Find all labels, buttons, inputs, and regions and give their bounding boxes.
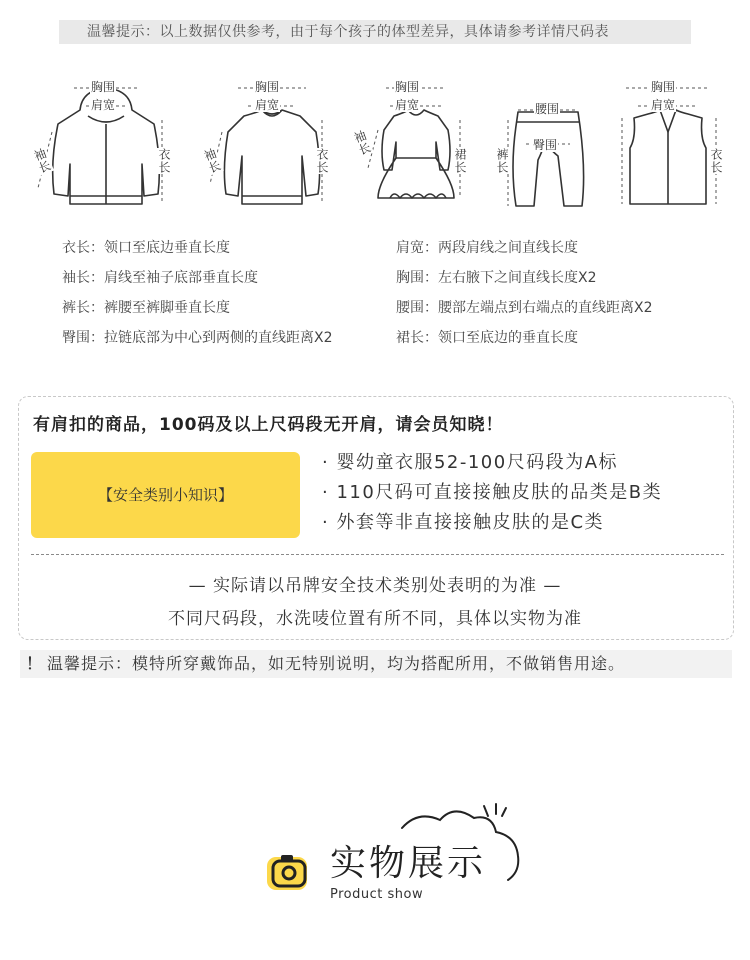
- sweater-length-label: 衣长: [315, 148, 329, 174]
- definitions-left: [62, 233, 333, 353]
- vest-shoulder-label: 肩宽: [651, 98, 676, 112]
- dress-shoulder-label: 肩宽: [395, 98, 420, 112]
- safety-note-2: 不同尺码段，水洗唛位置有所不同，具体以实物为准: [168, 609, 582, 629]
- vest-length-label: 衣长: [709, 148, 723, 174]
- dashed-divider: [31, 554, 724, 555]
- top-tip-banner: 温馨提示：以上数据仅供参考，由于每个孩子的体型差异，具体请参考详情尺码表: [59, 20, 691, 44]
- jacket-diagram: [30, 72, 180, 220]
- jacket-sleeve-label: 袖长: [30, 146, 54, 176]
- vest-diagram: [610, 72, 730, 220]
- sweater-sleeve-label: 袖长: [200, 146, 224, 176]
- safety-bullet-list: [322, 448, 662, 538]
- safety-bullet: · 110尺码可直接接触皮肤的品类是B类: [322, 482, 663, 503]
- vest-chest-label: 胸围: [651, 80, 676, 94]
- safety-bullet: · 外套等非直接接触皮肤的是C类: [322, 512, 605, 533]
- definition-item: 衣长：领口至底边垂直长度: [62, 240, 230, 256]
- warning-mark: ！: [26, 654, 44, 673]
- jacket-outline-icon: [30, 72, 180, 220]
- definition-item: 腰围：腰部左端点到右端点的直线距离X2: [396, 300, 653, 316]
- pants-length-label: 裤长: [495, 148, 509, 174]
- dress-diagram: [350, 72, 480, 220]
- accessory-tip-text: 温馨提示：模特所穿戴饰品，如无特别说明，均为搭配所用，不做销售用途。: [47, 654, 626, 673]
- definition-item: 胸围：左右腋下之间直线长度X2: [396, 270, 597, 286]
- sweater-outline-icon: [196, 72, 346, 220]
- shoulder-button-notice: 有肩扣的商品，100码及以上尺码段无开肩，请会员知晓！: [33, 415, 504, 435]
- product-show-subtitle: Product show: [330, 887, 424, 902]
- pants-diagram: [490, 72, 600, 220]
- safety-note-1: — 实际请以吊牌安全技术类别处表明的为准 —: [188, 576, 562, 596]
- definition-item: 裙长：领口至底边的垂直长度: [396, 330, 578, 346]
- vest-outline-icon: [610, 72, 730, 220]
- safety-category-badge: 【安全类别小知识】: [31, 452, 300, 538]
- sweater-shoulder-label: 肩宽: [255, 98, 280, 112]
- sweater-chest-label: 胸围: [255, 80, 280, 94]
- jacket-length-label: 衣长: [157, 148, 171, 174]
- definition-item: 臀围：拉链底部为中心到两侧的直线距离X2: [62, 330, 333, 346]
- definition-item: 袖长：肩线至袖子底部垂直长度: [62, 270, 258, 286]
- dress-chest-label: 胸围: [395, 80, 420, 94]
- definitions-right: [396, 233, 653, 353]
- definition-item: 肩宽：两段肩线之间直线长度: [396, 240, 578, 256]
- pants-waist-label: 腰围: [535, 102, 560, 116]
- safety-bullet: · 婴幼童衣服52-100尺码段为A标: [322, 452, 619, 473]
- pants-hip-label: 臀围: [533, 138, 558, 152]
- jacket-chest-label: 胸围: [91, 80, 116, 94]
- product-show-title: 实物展示: [330, 843, 487, 884]
- dress-sleeve-label: 袖长: [350, 128, 374, 158]
- jacket-shoulder-label: 肩宽: [91, 98, 116, 112]
- sweater-diagram: [196, 72, 346, 220]
- accessory-tip-banner: [20, 650, 732, 678]
- camera-icon: [266, 852, 310, 892]
- dress-skirt-label: 裙长: [453, 148, 467, 174]
- definition-item: 裤长：裤腰至裤脚垂直长度: [62, 300, 230, 316]
